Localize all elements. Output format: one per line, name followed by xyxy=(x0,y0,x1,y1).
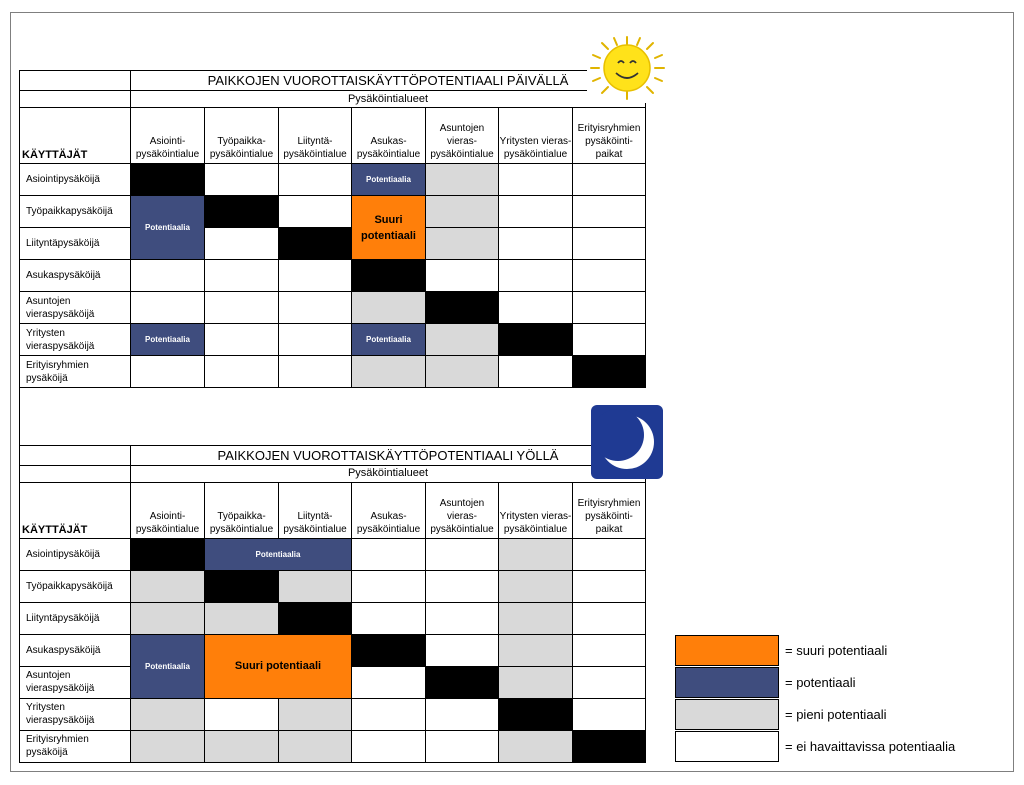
legend-label: = potentiaali xyxy=(785,675,856,690)
potential-cell xyxy=(352,324,426,356)
moon-icon xyxy=(591,405,663,479)
potential-cell xyxy=(131,196,205,260)
column-header xyxy=(352,108,426,164)
low-potential-cell xyxy=(131,602,205,634)
low-potential-cell xyxy=(426,164,499,196)
row-label xyxy=(20,698,131,730)
no-potential-cell xyxy=(499,164,573,196)
no-potential-cell xyxy=(279,292,352,324)
legend-label: = ei havaittavissa potentiaalia xyxy=(785,739,956,754)
low-potential-cell xyxy=(131,730,205,762)
text-line: Asukaspysäköijä xyxy=(26,644,101,656)
self-cell xyxy=(131,164,205,196)
users-header: KÄYTTÄJÄT xyxy=(20,482,131,538)
no-potential-cell xyxy=(352,666,426,698)
text-line: pysäköintialue xyxy=(209,523,274,535)
self-cell xyxy=(499,698,573,730)
row-label xyxy=(20,324,131,356)
column-header xyxy=(279,482,352,538)
table-row xyxy=(20,730,646,762)
high-potential-cell xyxy=(352,196,426,260)
text-line: Asuntojen xyxy=(439,497,485,509)
text-line: Asuntojen xyxy=(439,123,485,134)
legend-swatch xyxy=(675,667,779,698)
self-cell xyxy=(573,356,646,388)
no-potential-cell xyxy=(131,260,205,292)
low-potential-cell xyxy=(499,538,573,570)
text-line: Liityntäpysäköijä xyxy=(26,238,100,249)
low-potential-cell xyxy=(499,570,573,602)
row-label xyxy=(20,666,131,698)
night-table-title: PAIKKOJEN VUOROTTAISKÄYTTÖPOTENTIAALI YÖLLÄ xyxy=(131,445,646,465)
text-line: Työpaikka- xyxy=(217,510,266,522)
sun-icon xyxy=(587,33,668,103)
low-potential-cell xyxy=(426,324,499,356)
night-table-subtitle: Pysäköintialueet xyxy=(131,465,646,482)
no-potential-cell xyxy=(205,292,279,324)
low-potential-cell xyxy=(426,228,499,260)
no-potential-cell xyxy=(131,356,205,388)
text-line: Työpaikkapysäköijä xyxy=(26,580,113,592)
column-header xyxy=(573,108,646,164)
table-row xyxy=(20,324,646,356)
row-label xyxy=(20,602,131,634)
high-potential-cell xyxy=(205,634,352,698)
no-potential-cell xyxy=(499,356,573,388)
no-potential-cell xyxy=(573,164,646,196)
self-cell xyxy=(352,634,426,666)
no-potential-cell xyxy=(279,260,352,292)
text-line: Asukaspysäköijä xyxy=(26,270,101,281)
no-potential-cell xyxy=(279,164,352,196)
text-line: pysäköintialue xyxy=(356,523,421,535)
no-potential-cell xyxy=(352,538,426,570)
text-line: pysäköintialue xyxy=(283,523,347,535)
corner-cell xyxy=(20,91,131,108)
text-line: vieraspysäköijä xyxy=(26,340,95,352)
text-line: Erityisryhmien xyxy=(577,497,641,509)
low-potential-cell xyxy=(426,196,499,228)
table-row xyxy=(20,228,646,260)
text-line: pysäköintialue xyxy=(135,149,200,160)
no-potential-cell xyxy=(205,228,279,260)
text-line: Yritysten xyxy=(26,327,65,339)
row-label xyxy=(20,634,131,666)
text-line: vieraspysäköijä xyxy=(26,683,95,694)
night-potential-table xyxy=(19,388,646,763)
text-line: Asukas- xyxy=(370,510,407,522)
text-line: vieraspysäköijä xyxy=(26,715,95,726)
text-line: Yritysten xyxy=(26,702,65,713)
high-potential-label: Suuri potentiaali xyxy=(234,659,322,672)
self-cell xyxy=(205,570,279,602)
self-cell xyxy=(499,324,573,356)
row-label xyxy=(20,730,131,762)
no-potential-cell xyxy=(573,260,646,292)
low-potential-cell xyxy=(499,602,573,634)
no-potential-cell xyxy=(573,698,646,730)
self-cell xyxy=(131,538,205,570)
no-potential-cell xyxy=(573,538,646,570)
text-line: Työpaikkapysäköijä xyxy=(26,206,113,217)
low-potential-cell xyxy=(426,356,499,388)
text-line: Asiointi- xyxy=(149,510,186,522)
spacer-row xyxy=(20,388,646,445)
potential-label: Potentiaalia xyxy=(366,175,411,184)
text-line: Yritysten vieras- xyxy=(499,510,572,522)
self-cell xyxy=(573,730,646,762)
low-potential-cell xyxy=(205,730,279,762)
table-row xyxy=(20,602,646,634)
text-line: Asiointipysäköijä xyxy=(26,174,100,185)
low-potential-cell xyxy=(279,698,352,730)
no-potential-cell xyxy=(131,292,205,324)
no-potential-cell xyxy=(352,602,426,634)
text-line: Erityisryhmien xyxy=(26,359,89,371)
table-row xyxy=(20,196,646,228)
no-potential-cell xyxy=(205,698,279,730)
text-line: vieras- xyxy=(446,136,477,147)
column-header xyxy=(499,108,573,164)
table-row xyxy=(20,292,646,324)
corner-cell xyxy=(20,465,131,482)
day-table-subtitle: Pysäköintialueet xyxy=(131,91,646,108)
column-header xyxy=(205,482,279,538)
no-potential-cell xyxy=(426,260,499,292)
legend-label: = suuri potentiaali xyxy=(785,643,888,658)
text-line: pysäköinti- xyxy=(585,136,633,147)
text-line: vieras- xyxy=(446,510,477,522)
day-potential-table xyxy=(19,70,646,388)
low-potential-cell xyxy=(499,730,573,762)
table-row xyxy=(20,164,646,196)
row-label xyxy=(20,164,131,196)
potential-cell xyxy=(131,634,205,698)
table-row xyxy=(20,570,646,602)
table-row xyxy=(20,356,646,388)
text-line: pysäköijä xyxy=(26,747,68,758)
text-line: Yritysten vieras- xyxy=(499,136,572,147)
column-header xyxy=(131,108,205,164)
no-potential-cell xyxy=(352,730,426,762)
text-line: pysäköintialue xyxy=(503,149,568,160)
self-cell xyxy=(205,196,279,228)
low-potential-cell xyxy=(352,292,426,324)
column-header xyxy=(573,482,646,538)
no-potential-cell xyxy=(352,570,426,602)
self-cell xyxy=(426,666,499,698)
text-line: Asiointipysäköijä xyxy=(26,548,100,560)
no-potential-cell xyxy=(352,698,426,730)
users-header: KÄYTTÄJÄT xyxy=(20,108,131,164)
self-cell xyxy=(352,260,426,292)
potential-label: Potentiaalia xyxy=(145,661,190,671)
column-header xyxy=(352,482,426,538)
potential-label: Potentiaalia xyxy=(366,335,411,344)
row-label xyxy=(20,570,131,602)
day-table-title: PAIKKOJEN VUOROTTAISKÄYTTÖPOTENTIAALI PÄIVÄLLÄ xyxy=(131,71,646,91)
column-header xyxy=(426,108,499,164)
no-potential-cell xyxy=(573,324,646,356)
potential-label: Potentiaalia xyxy=(145,335,190,344)
no-potential-cell xyxy=(205,260,279,292)
low-potential-cell xyxy=(205,602,279,634)
text-line: paikat xyxy=(595,523,623,535)
text-line: pysäköintialue xyxy=(503,523,568,535)
potential-label: Potentiaalia xyxy=(145,223,190,232)
row-label xyxy=(20,538,131,570)
no-potential-cell xyxy=(426,698,499,730)
text-line: pysäköintialue xyxy=(356,149,421,160)
low-potential-cell xyxy=(279,570,352,602)
text-line: Liityntä- xyxy=(297,510,333,522)
no-potential-cell xyxy=(573,602,646,634)
corner-cell xyxy=(20,445,131,465)
self-cell xyxy=(279,228,352,260)
text-line: Asukas- xyxy=(370,136,407,147)
row-label xyxy=(20,196,131,228)
no-potential-cell xyxy=(279,356,352,388)
potential-cell xyxy=(352,164,426,196)
no-potential-cell xyxy=(205,164,279,196)
low-potential-cell xyxy=(499,666,573,698)
low-potential-cell xyxy=(131,698,205,730)
potential-cell xyxy=(205,538,352,570)
no-potential-cell xyxy=(205,324,279,356)
no-potential-cell xyxy=(426,602,499,634)
self-cell xyxy=(426,292,499,324)
no-potential-cell xyxy=(573,196,646,228)
row-label xyxy=(20,228,131,260)
column-header xyxy=(131,482,205,538)
text-line: pysäköintialue xyxy=(430,523,494,535)
row-label xyxy=(20,292,131,324)
legend-swatch xyxy=(675,731,779,762)
text-line: Erityisryhmien xyxy=(577,123,641,134)
column-header xyxy=(205,108,279,164)
no-potential-cell xyxy=(573,292,646,324)
legend-swatch xyxy=(675,699,779,730)
row-label xyxy=(20,260,131,292)
no-potential-cell xyxy=(205,356,279,388)
table-row xyxy=(20,634,646,666)
text-line: Työpaikka- xyxy=(217,136,266,147)
table-row xyxy=(20,538,646,570)
text-line: pysäköintialue xyxy=(283,149,347,160)
corner-cell xyxy=(20,71,131,91)
text-line: paikat xyxy=(595,149,623,160)
text-line: Liityntä- xyxy=(297,136,333,147)
text-line: pysäköintialue xyxy=(209,149,274,160)
text-line: pysäköijä xyxy=(26,372,68,384)
legend-swatch xyxy=(675,635,779,666)
high-potential-label: Suuri potentiaali xyxy=(360,213,416,242)
no-potential-cell xyxy=(426,730,499,762)
text-line: Asuntojen xyxy=(26,295,71,307)
low-potential-cell xyxy=(131,570,205,602)
table-row xyxy=(20,260,646,292)
column-header xyxy=(499,482,573,538)
low-potential-cell xyxy=(279,730,352,762)
potential-label: Potentiaalia xyxy=(255,549,301,559)
no-potential-cell xyxy=(573,634,646,666)
no-potential-cell xyxy=(499,196,573,228)
text-line: Liityntäpysäköijä xyxy=(26,612,100,624)
text-line: pysäköintialue xyxy=(135,523,200,535)
text-line: Erityisryhmien xyxy=(26,734,89,745)
no-potential-cell xyxy=(279,324,352,356)
low-potential-cell xyxy=(352,356,426,388)
text-line: Asiointi- xyxy=(149,136,186,147)
no-potential-cell xyxy=(279,196,352,228)
row-label xyxy=(20,356,131,388)
no-potential-cell xyxy=(573,570,646,602)
no-potential-cell xyxy=(573,666,646,698)
no-potential-cell xyxy=(573,228,646,260)
text-line: vieraspysäköijä xyxy=(26,308,95,320)
no-potential-cell xyxy=(426,538,499,570)
table-row xyxy=(20,698,646,730)
low-potential-cell xyxy=(499,634,573,666)
no-potential-cell xyxy=(426,570,499,602)
potential-cell xyxy=(131,324,205,356)
no-potential-cell xyxy=(426,634,499,666)
no-potential-cell xyxy=(499,260,573,292)
text-line: pysäköinti- xyxy=(585,510,633,522)
column-header xyxy=(279,108,352,164)
column-header xyxy=(426,482,499,538)
self-cell xyxy=(279,602,352,634)
text-line: pysäköintialue xyxy=(430,149,494,160)
text-line: Asuntojen xyxy=(26,670,71,681)
legend-label: = pieni potentiaali xyxy=(785,707,887,722)
no-potential-cell xyxy=(499,292,573,324)
no-potential-cell xyxy=(499,228,573,260)
